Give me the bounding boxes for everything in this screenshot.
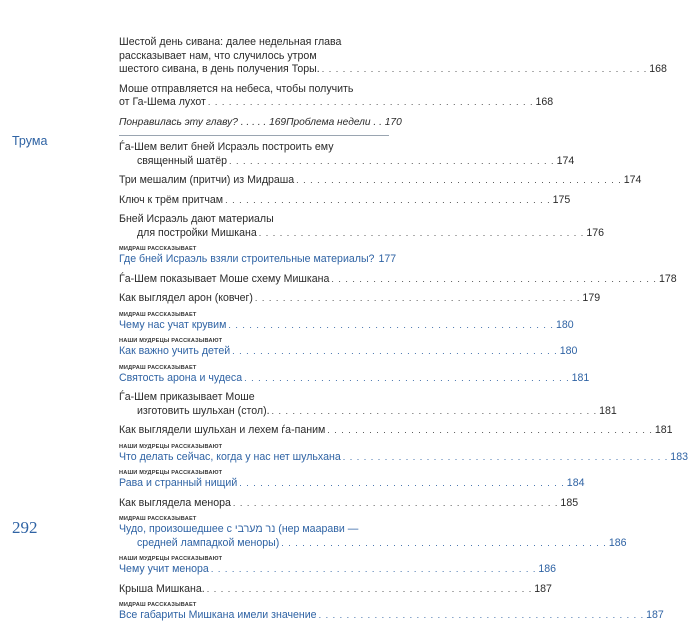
dot-leader: . . . . . . . . . . . . . . . . . . . . . . . . . . . . . . . . . . . . . . . . . . . . . . . <box>321 64 648 74</box>
entry-title-line: рассказывает нам, что случилось утром <box>119 49 317 62</box>
entry-last-line <box>119 404 617 419</box>
entry-page-number: 177 <box>378 253 397 265</box>
entry-title-line: Рава и странный нищий <box>119 477 238 489</box>
entry-title-line: Ѓа-Шем приказывает Моше <box>119 391 255 403</box>
entry-last-line <box>119 536 627 551</box>
entry-tag: МИДРАШ РАССКАЗЫВАЕТ <box>119 602 197 608</box>
section-title: Трума <box>12 134 48 148</box>
entry-title-line: Крыша Мишкана. <box>119 582 205 595</box>
dot-leader: . . . . . . . . . . . . . . . . . . . . . . . . . . . . . . . . . . . . . . . . . . . . . . . <box>239 478 565 488</box>
entry-last-line <box>119 496 579 511</box>
page-number: 292 <box>12 518 38 537</box>
entry-last-line <box>119 292 601 306</box>
entry-tag: НАШИ МУДРЕЦЫ РАССКАЗЫВАЮТ <box>119 556 223 562</box>
entry-title-line: Шестой день сивана: далее недельная глава <box>119 36 342 48</box>
entry-title-line: Ѓа-Шем показывает Моше схему Мишкана <box>119 272 330 285</box>
toc-entry[interactable] <box>119 470 585 491</box>
dot-leader: . . . . . . . . . . . . . . . . . . . . . . . . . . . . . . . . . . . . . . . . . . . . . . . <box>229 155 555 166</box>
entry-last-line <box>119 174 642 188</box>
entry-page-number: 174 <box>556 154 575 167</box>
entry-tag: МИДРАШ РАССКАЗЫВАЕТ <box>119 311 197 318</box>
dot-leader: . . . . . . . . . . . . . . . . . . . . . . . . . . . . . . . . . . . . . . . . . . . . . . . <box>206 583 533 594</box>
toc-entry[interactable] <box>119 292 601 306</box>
dot-leader: . . . . . . . . . . . . . . . . . . . . . . . . . . . . . . . . . . . . . . . . . . . . . . . <box>207 97 534 107</box>
toc-entry[interactable] <box>119 424 673 438</box>
entry-last-line <box>119 226 604 241</box>
toc-entry[interactable] <box>119 338 578 359</box>
toc-entry[interactable] <box>119 246 397 267</box>
entry-page-number: 178 <box>658 272 677 285</box>
dot-leader: . . . . . . . . . . . . . . . . . . . . . . . . . . . . . . . . . . . . . . . . . . . . . . . <box>331 273 657 284</box>
entry-page-number: 181 <box>571 371 590 384</box>
section-divider <box>119 135 389 136</box>
entry-title-line: Как выглядели шульхан и лехем ѓа-паним <box>119 424 326 436</box>
dot-leader: . . . . . . . . . . . . . . . . . . . . . . . . . . . . . . . . . . . . . . . . . . . . . . . <box>258 227 585 238</box>
entry-title-line: шестого сивана, в день получения Торы. <box>119 63 320 75</box>
entry-title-line: от Га-Шема лухот <box>119 96 206 108</box>
toc-entry[interactable] <box>119 141 575 168</box>
entry-title-line: Все габариты Мишкана имели значение <box>119 609 317 621</box>
entry-page-number: 180 <box>559 345 578 357</box>
entry-last-line <box>119 563 557 577</box>
toc-entry[interactable] <box>119 174 642 188</box>
toc-entry[interactable] <box>119 364 590 386</box>
split-left[interactable]: Понравилась эту главу? . . . . . 169 <box>119 116 287 128</box>
entry-title-line: для постройки Мишкана <box>137 226 257 239</box>
entry-title-line: Моше отправляется на небеса, чтобы получить <box>119 82 354 95</box>
entry-page-number: 187 <box>534 582 552 595</box>
dot-leader: . . . . . . . . . . . . . . . . . . . . . . . . . . . . . . . . . . . . . . . . . . . . . . . <box>271 405 598 416</box>
entry-page-number: 181 <box>654 424 673 436</box>
split-row <box>119 116 402 130</box>
entry-last-line <box>119 318 574 333</box>
entry-last-line <box>119 424 673 438</box>
toc-entry[interactable] <box>119 443 688 465</box>
entry-title-line: средней лампадкой меноры) <box>137 536 280 549</box>
split-right[interactable]: Проблема недели . . 170 <box>286 116 402 128</box>
entry-last-line <box>119 193 571 208</box>
toc-entry[interactable] <box>119 272 677 287</box>
entry-page-number: 168 <box>649 63 667 75</box>
toc-entry[interactable] <box>119 391 617 418</box>
intro-entries <box>119 36 667 110</box>
entry-title-line: священный шатёр <box>137 154 228 167</box>
entry-last-line <box>119 272 677 287</box>
entry-title-line: Чудо, произошедшее с נר מערבי (нер маарави — <box>119 523 359 535</box>
dot-leader: . . . . . . . . . . . . . . . . . . . . . . . . . . . . . . . . . . . . . . . . . . . . . . . <box>327 425 653 435</box>
entry-page-number: 185 <box>560 496 579 509</box>
toc-entry[interactable] <box>119 516 627 550</box>
dot-leader: . . . . . . . . . . . . . . . . . . . . . . . . . . . . . . . . . . . . . . . . . . . . . . . <box>342 451 669 462</box>
toc-entry[interactable] <box>119 82 554 110</box>
entry-title-line: Ѓа-Шем велит бней Исраэль построить ему <box>119 141 334 153</box>
entry-title-line: Святость арона и чудеса <box>119 371 243 384</box>
dot-leader: . . . . . . . . . . . . . . . . . . . . . . . . . . . . . . . . . . . . . . . . . . . . . . . <box>244 372 570 383</box>
dot-leader: . . . . . . . . . . . . . . . . . . . . . . . . . . . . . . . . . . . . . . . . . . . . . . . <box>281 537 607 548</box>
entry-title-line: Где бней Исраэль взяли строительные материалы? <box>119 253 375 265</box>
entry-last-line <box>119 477 585 491</box>
entry-title-line: Как важно учить детей <box>119 345 231 357</box>
entry-tag: НАШИ МУДРЕЦЫ РАССКАЗЫВАЮТ <box>119 443 223 450</box>
entry-page-number: 186 <box>538 563 557 575</box>
entry-tag: МИДРАШ РАССКАЗЫВАЕТ <box>119 364 197 371</box>
dot-leader: . . . . . . . . . . . . . . . . . . . . . . . . . . . . . . . . . . . . . . . . . . . . . . . <box>254 293 581 303</box>
toc-entry[interactable] <box>119 556 557 577</box>
entry-page-number: 186 <box>608 536 627 549</box>
entry-title-line: Три мешалим (притчи) из Мидраша <box>119 174 295 186</box>
dot-leader: . . . . . . . . . . . . . . . . . . . . . . . . . . . . . . . . . . . . . . . . . . . . . . . <box>232 497 559 508</box>
entry-page-number: 180 <box>555 318 574 331</box>
entry-last-line <box>119 96 554 110</box>
entry-page-number: 179 <box>582 292 601 304</box>
dot-leader: . . . . . . . . . . . . . . . . . . . . . . . . . . . . . . . . . . . . . . . . . . . . . . . <box>296 175 622 185</box>
dot-leader: . . . . . . . . . . . . . . . . . . . . . . . . . . . . . . . . . . . . . . . . . . . . . . . <box>228 319 554 330</box>
entry-title-line: Как выглядела менора <box>119 496 231 509</box>
table-of-contents <box>119 36 688 629</box>
entry-tag: НАШИ МУДРЕЦЫ РАССКАЗЫВАЮТ <box>119 338 223 344</box>
entry-last-line <box>119 345 578 359</box>
toc-entry[interactable] <box>119 193 571 208</box>
entry-page-number: 168 <box>535 96 554 108</box>
entry-title-line: Чему учит менора <box>119 563 209 575</box>
dot-leader: . . . . . . . . . . . . . . . . . . . . . . . . . . . . . . . . . . . . . . . . . . . . . . . <box>210 564 537 574</box>
entry-list <box>119 141 688 623</box>
toc-entry[interactable] <box>119 582 552 597</box>
entry-tag: МИДРАШ РАССКАЗЫВАЕТ <box>119 246 197 252</box>
entry-last-line <box>119 450 688 465</box>
toc-entry[interactable] <box>119 602 664 623</box>
entry-page-number: 174 <box>623 174 642 186</box>
toc-entry[interactable] <box>119 496 579 511</box>
entry-page-number: 176 <box>586 226 604 239</box>
entry-tag: НАШИ МУДРЕЦЫ РАССКАЗЫВАЮТ <box>119 470 223 476</box>
entry-title-line: Ключ к трём притчам <box>119 193 224 206</box>
entry-page-number: 175 <box>552 193 571 206</box>
dot-leader: . . . . . . . . . . . . . . . . . . . . . . . . . . . . . . . . . . . . . . . . . . . . . . . <box>318 610 645 620</box>
entry-title-line: Как выглядел арон (ковчег) <box>119 292 253 304</box>
toc-entry[interactable] <box>119 311 574 333</box>
entry-last-line <box>119 253 397 267</box>
entry-tag: МИДРАШ РАССКАЗЫВАЕТ <box>119 516 197 522</box>
entry-last-line <box>119 371 590 386</box>
entry-page-number: 183 <box>670 450 688 463</box>
entry-title-line: изготовить шульхан (стол). <box>137 404 270 417</box>
entry-last-line <box>119 582 552 597</box>
entry-title-line: Бней Исраэль дают материалы <box>119 213 274 225</box>
entry-title-line: Что делать сейчас, когда у нас нет шульхана <box>119 450 341 463</box>
entry-page-number: 184 <box>566 477 585 489</box>
entry-last-line <box>119 63 667 77</box>
entry-last-line <box>119 609 664 623</box>
dot-leader: . . . . . . . . . . . . . . . . . . . . . . . . . . . . . . . . . . . . . . . . . . . . . . . <box>232 346 558 356</box>
toc-entry[interactable] <box>119 213 604 240</box>
dot-leader: . . . . . . . . . . . . . . . . . . . . . . . . . . . . . . . . . . . . . . . . . . . . . . . <box>225 194 551 205</box>
entry-title-line: Чему нас учат крувим <box>119 318 227 331</box>
toc-entry[interactable] <box>119 36 667 77</box>
entry-page-number: 181 <box>599 404 617 417</box>
entry-last-line <box>119 154 575 169</box>
entry-page-number: 187 <box>646 609 664 621</box>
